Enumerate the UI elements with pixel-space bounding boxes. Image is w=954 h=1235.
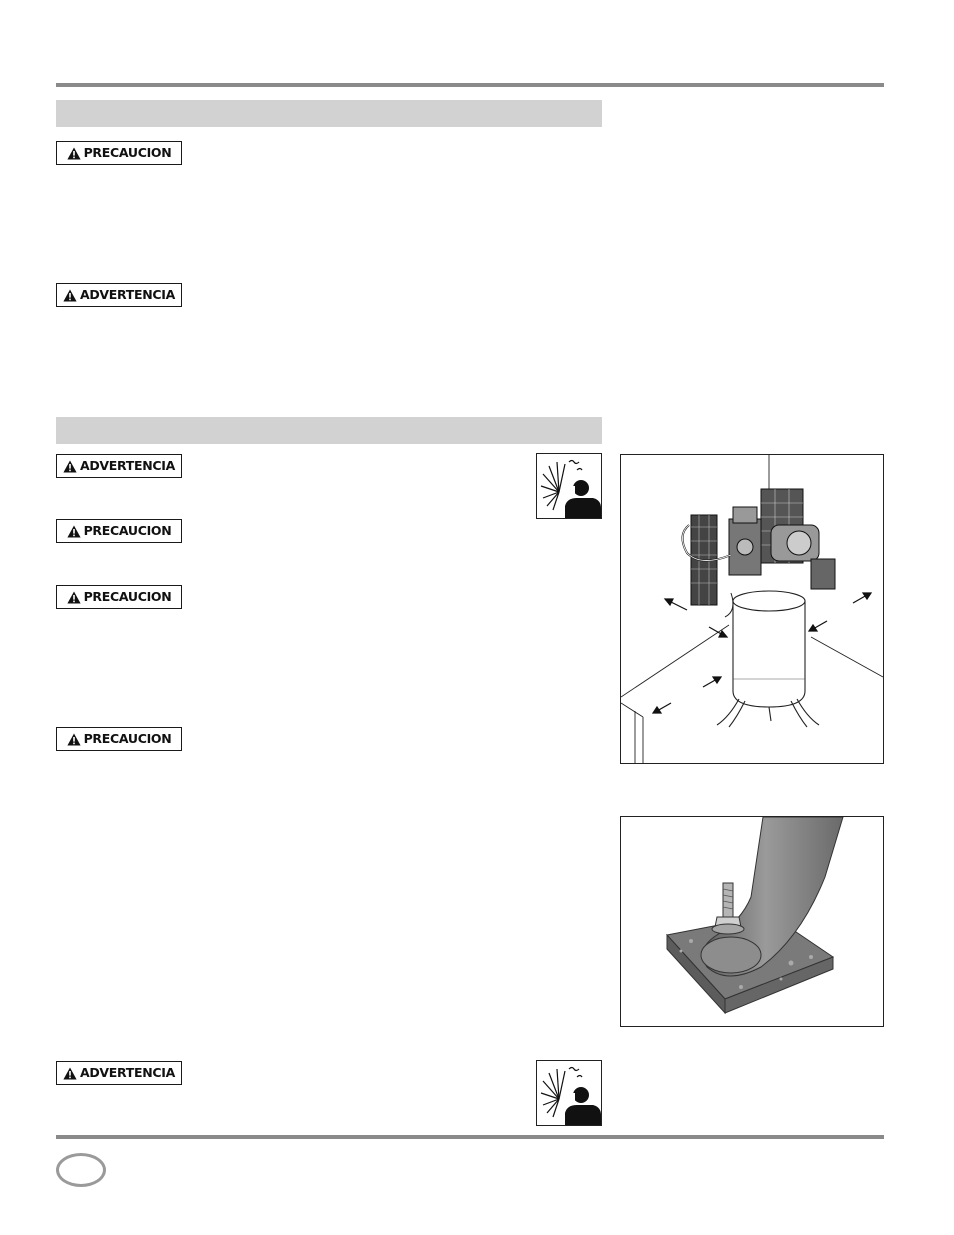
burst-hazard-pictogram: [536, 453, 602, 519]
warning-label: [56, 454, 182, 478]
warning-triangle-icon: [67, 591, 81, 604]
section-header-band: [56, 417, 602, 444]
page-number-badge: [56, 1153, 106, 1187]
caution-label-text: PRECAUCION: [83, 144, 172, 160]
leg-isolation-pad-figure: [620, 816, 884, 1027]
burst-hazard-pictogram: [536, 1060, 602, 1126]
warning-label-text: ADVERTENCIA: [79, 286, 176, 302]
warning-triangle-icon: [67, 733, 81, 746]
caution-label: [56, 141, 182, 165]
caution-label-text: PRECAUCION: [83, 522, 172, 538]
warning-triangle-icon: [63, 460, 77, 473]
warning-triangle-icon: [67, 525, 81, 538]
warning-label: [56, 1061, 182, 1085]
warning-label-text: ADVERTENCIA: [79, 457, 176, 473]
top-rule: [56, 83, 884, 87]
section-header-band: [56, 100, 602, 127]
caution-label: [56, 727, 182, 751]
warning-triangle-icon: [67, 147, 81, 160]
bottom-rule: [56, 1135, 884, 1139]
warning-triangle-icon: [63, 289, 77, 302]
caution-label-text: PRECAUCION: [83, 730, 172, 746]
compressor-placement-figure: [620, 454, 884, 764]
warning-label-text: ADVERTENCIA: [79, 1064, 176, 1080]
warning-label: [56, 283, 182, 307]
warning-triangle-icon: [63, 1067, 77, 1080]
caution-label-text: PRECAUCION: [83, 588, 172, 604]
caution-label: [56, 519, 182, 543]
caution-label: [56, 585, 182, 609]
